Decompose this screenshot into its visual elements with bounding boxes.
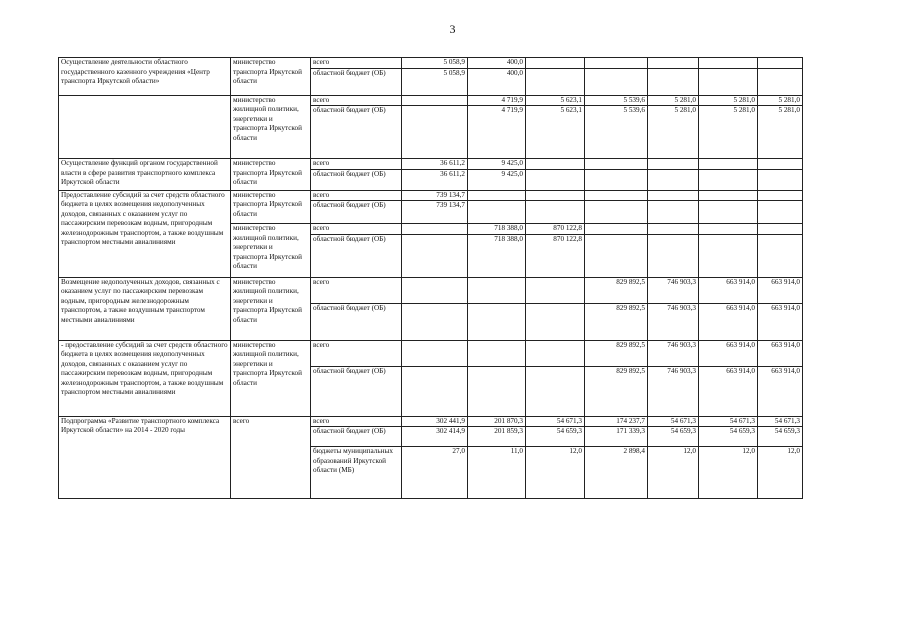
value-cell: 739 134,7 [402,201,468,224]
value-cell: 829 892,5 [585,277,648,303]
value-cell: 5 539,6 [585,106,648,159]
value-cell [468,201,526,224]
row-responsible: министерство жилищной политики, энергетики и транспорта Иркутской области [231,277,311,340]
value-cell: 718 388,0 [468,224,526,235]
value-cell [526,340,585,366]
value-cell: 663 914,0 [699,277,758,303]
value-cell: 54 659,3 [648,427,699,447]
funding-source: всего [311,95,402,106]
value-cell: 54 671,3 [699,416,758,427]
funding-source: всего [311,159,402,170]
value-cell: 11,0 [468,447,526,499]
value-cell [699,159,758,170]
table-row [59,340,803,366]
value-cell: 54 659,3 [699,427,758,447]
value-cell [402,234,468,277]
value-cell [699,68,758,95]
value-cell: 663 914,0 [699,303,758,340]
value-cell: 9 425,0 [468,169,526,190]
value-cell [758,234,803,277]
value-cell: 12,0 [699,447,758,499]
value-cell [699,190,758,201]
value-cell: 5 281,0 [648,95,699,106]
value-cell: 5 623,1 [526,106,585,159]
value-cell [526,169,585,190]
value-cell: 663 914,0 [758,303,803,340]
row-description: Возмещение недополученных доходов, связанных с оказанием услуг по пассажирским перевозкам водным, пригородным железнодорожным транспортом, а также воздушным транспортом местными авиалиниями [59,277,231,340]
value-cell: 302 441,9 [402,416,468,427]
value-cell: 663 914,0 [699,340,758,366]
value-cell: 829 892,5 [585,340,648,366]
value-cell: 400,0 [468,58,526,69]
row-description: Предоставление субсидий за счет средств областного бюджета в целях возмещения недополученных доходов, связанных с оказанием услуг по пассажирским перевозкам водным, пригородным железнодорожным транспортом, а также воздушным транспортом местными авиалиниями [59,190,231,277]
value-cell [468,277,526,303]
value-cell [526,277,585,303]
value-cell [699,234,758,277]
value-cell [585,234,648,277]
table-row [59,190,803,201]
value-cell: 746 903,3 [648,366,699,416]
funding-source: областной бюджет (ОБ) [311,303,402,340]
value-cell: 746 903,3 [648,277,699,303]
value-cell: 663 914,0 [758,277,803,303]
funding-source: всего [311,224,402,235]
value-cell: 5 058,9 [402,68,468,95]
value-cell: 5 623,1 [526,95,585,106]
value-cell [648,68,699,95]
value-cell [648,224,699,235]
value-cell [402,277,468,303]
value-cell: 2 898,4 [585,447,648,499]
value-cell [585,68,648,95]
value-cell: 12,0 [758,447,803,499]
value-cell [526,190,585,201]
value-cell: 5 281,0 [699,95,758,106]
value-cell: 5 058,9 [402,58,468,69]
value-cell: 870 122,8 [526,234,585,277]
funding-source: областной бюджет (ОБ) [311,427,402,447]
table-row [59,95,803,106]
page-number: 3 [449,22,456,36]
value-cell [402,224,468,235]
funding-source: областной бюджет (ОБ) [311,106,402,159]
row-responsible: министерство транспорта Иркутской области [231,58,311,96]
value-cell: 27,0 [402,447,468,499]
value-cell [699,224,758,235]
value-cell: 36 611,2 [402,159,468,170]
value-cell [526,303,585,340]
value-cell: 12,0 [648,447,699,499]
row-responsible: всего [231,416,311,499]
value-cell [699,58,758,69]
table-row [59,159,803,170]
value-cell: 54 671,3 [648,416,699,427]
value-cell [699,169,758,190]
value-cell: 5 281,0 [648,106,699,159]
value-cell: 174 237,7 [585,416,648,427]
value-cell: 829 892,5 [585,303,648,340]
funding-source: всего [311,190,402,201]
funding-source: областной бюджет (ОБ) [311,169,402,190]
row-description: Осуществление деятельности областного государственного казенного учреждения «Центр транспорта Иркутской области» [59,58,231,96]
value-cell [402,303,468,340]
funding-source: областной бюджет (ОБ) [311,201,402,224]
value-cell: 663 914,0 [758,340,803,366]
value-cell: 870 122,8 [526,224,585,235]
value-cell [758,190,803,201]
value-cell: 54 659,3 [526,427,585,447]
value-cell [648,169,699,190]
funding-source: областной бюджет (ОБ) [311,366,402,416]
row-responsible: министерство транспорта Иркутской области [231,159,311,191]
budget-table [58,57,803,499]
value-cell: 5 281,0 [758,106,803,159]
row-description: Осуществление функций органом государственной власти в сфере развития транспортного комплекса Иркутской области [59,159,231,191]
funding-source: областной бюджет (ОБ) [311,234,402,277]
value-cell: 54 659,3 [758,427,803,447]
row-description: Подпрограмма «Развитие транспортного комплекса Иркутской области» на 2014 - 2020 годы [59,416,231,499]
value-cell [758,224,803,235]
row-description [59,95,231,159]
value-cell [758,159,803,170]
funding-source: областной бюджет (ОБ) [311,68,402,95]
value-cell [758,169,803,190]
value-cell [468,303,526,340]
value-cell [468,340,526,366]
funding-source: бюджеты муниципальных образований Иркутской области (МБ) [311,447,402,499]
funding-source: всего [311,277,402,303]
value-cell [402,106,468,159]
value-cell [758,68,803,95]
value-cell: 9 425,0 [468,159,526,170]
row-description: - предоставление субсидий за счет средств областного бюджета в целях возмещения недополученных доходов, связанных с оказанием услуг по пассажирским перевозкам водным, пригородным железнодорожным транспортом, а также воздушным транспортом местными авиалиниями [59,340,231,416]
value-cell [585,201,648,224]
value-cell: 5 281,0 [758,95,803,106]
value-cell [648,159,699,170]
table-row [59,416,803,427]
value-cell [648,58,699,69]
value-cell [402,340,468,366]
value-cell: 663 914,0 [758,366,803,416]
value-cell: 36 611,2 [402,169,468,190]
value-cell: 746 903,3 [648,303,699,340]
value-cell [585,190,648,201]
funding-source: всего [311,416,402,427]
value-cell [585,58,648,69]
value-cell: 400,0 [468,68,526,95]
value-cell: 663 914,0 [699,366,758,416]
value-cell [648,190,699,201]
row-responsible: министерство жилищной политики, энергетики и транспорта Иркутской области [231,340,311,416]
value-cell [526,366,585,416]
value-cell: 829 892,5 [585,366,648,416]
value-cell [585,169,648,190]
value-cell: 54 671,3 [526,416,585,427]
value-cell [468,190,526,201]
value-cell [699,201,758,224]
value-cell [585,224,648,235]
value-cell: 54 671,3 [758,416,803,427]
value-cell [402,95,468,106]
funding-source: всего [311,340,402,366]
value-cell [648,201,699,224]
value-cell [468,366,526,416]
value-cell: 739 134,7 [402,190,468,201]
value-cell [402,366,468,416]
value-cell: 171 339,3 [585,427,648,447]
value-cell [758,58,803,69]
value-cell: 201 870,3 [468,416,526,427]
value-cell: 5 281,0 [699,106,758,159]
value-cell [585,159,648,170]
value-cell: 201 859,3 [468,427,526,447]
value-cell: 718 388,0 [468,234,526,277]
row-responsible: министерство транспорта Иркутской области [231,190,311,224]
row-responsible: министерство жилищной политики, энергетики и транспорта Иркутской области [231,95,311,159]
value-cell [526,201,585,224]
value-cell: 302 414,9 [402,427,468,447]
value-cell [526,159,585,170]
value-cell [758,201,803,224]
value-cell [526,68,585,95]
value-cell: 12,0 [526,447,585,499]
table-row [59,277,803,303]
value-cell [526,58,585,69]
value-cell: 4 719,9 [468,106,526,159]
value-cell: 4 719,9 [468,95,526,106]
table-row [59,58,803,69]
value-cell [648,234,699,277]
row-responsible: министерство жилищной политики, энергетики и транспорта Иркутской области [231,224,311,278]
value-cell: 746 903,3 [648,340,699,366]
funding-source: всего [311,58,402,69]
value-cell: 5 539,6 [585,95,648,106]
